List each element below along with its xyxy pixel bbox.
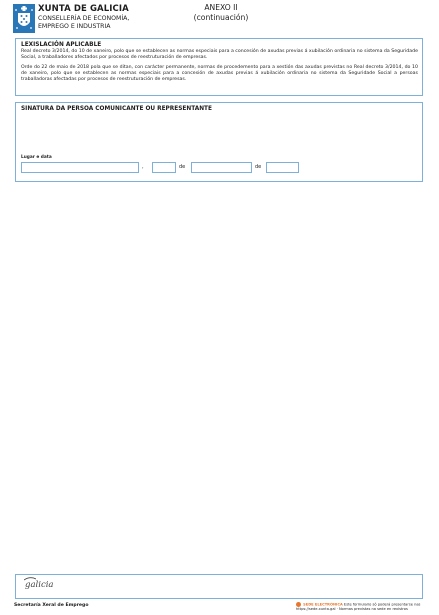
de-separator-2: de	[255, 164, 262, 170]
department-line-2: EMPREGO E INDUSTRIA	[38, 23, 111, 30]
legislation-title: LEXISLACIÓN APLICABLE	[21, 42, 102, 48]
legislation-section	[15, 38, 423, 96]
footer-logo-box	[15, 574, 423, 599]
footer-department: Secretaría Xeral de Emprego	[14, 603, 89, 608]
legislation-paragraph-2: Orde do 22 de maio de 2018 pola que se ditan, con carácter permanente, normas de procedemento para a xestión das axudas previstas no Real decreto 3/2014, do 10 de xaneiro, polo que se establecen as normas especiais para a concesión de axudas previas á xubilación ordinaria no sistema da Seguridade Social a persoas traballadoras afectadas por procesos de reestruturación de empresas.	[21, 65, 418, 82]
galicia-swoosh-icon	[24, 577, 36, 581]
galicia-logo	[25, 580, 54, 590]
sede-electronica-label[interactable]: SEDE ELECTRÓNICA	[303, 602, 343, 607]
signature-title: SINATURA DA PERSOA COMUNICANTE OU REPRESENTANTE	[21, 106, 212, 112]
footer-notice-line-2: https://sede.xunta.gal · Normas previstas na sede en rexistros	[296, 607, 408, 612]
signature-section	[15, 102, 423, 182]
day-input[interactable]	[152, 162, 176, 173]
annex-heading	[168, 3, 274, 22]
year-input[interactable]	[266, 162, 299, 173]
xunta-shield-icon	[13, 4, 35, 33]
department-line-1: CONSELLERÍA DE ECONOMÍA,	[38, 15, 130, 22]
department-name	[38, 15, 129, 31]
legislation-paragraph-1: Real decreto 3/2014, do 10 de xaneiro, polo que se establecen as normas especiais para a concesión de axudas previas á xubilación ordinaria no sistema da Seguridade Social, a traballadores afectados por procesos de reestruturación de empresas.	[21, 49, 419, 60]
place-date-label: Lugar e data	[21, 155, 52, 160]
de-separator-1: de	[179, 164, 186, 170]
place-input[interactable]	[21, 162, 139, 173]
galicia-logo-text: galicia	[25, 580, 54, 590]
annex-title: ANEXO II	[204, 3, 238, 12]
footer-electronic-notice	[296, 602, 426, 612]
month-input[interactable]	[191, 162, 252, 173]
org-name: XUNTA DE GALICIA	[38, 4, 129, 14]
footer-notice-line-1: Este formulario só poderá presentarse nas	[343, 602, 421, 607]
annex-subtitle: (continuación)	[193, 12, 249, 22]
comma-separator: ,	[142, 164, 144, 170]
